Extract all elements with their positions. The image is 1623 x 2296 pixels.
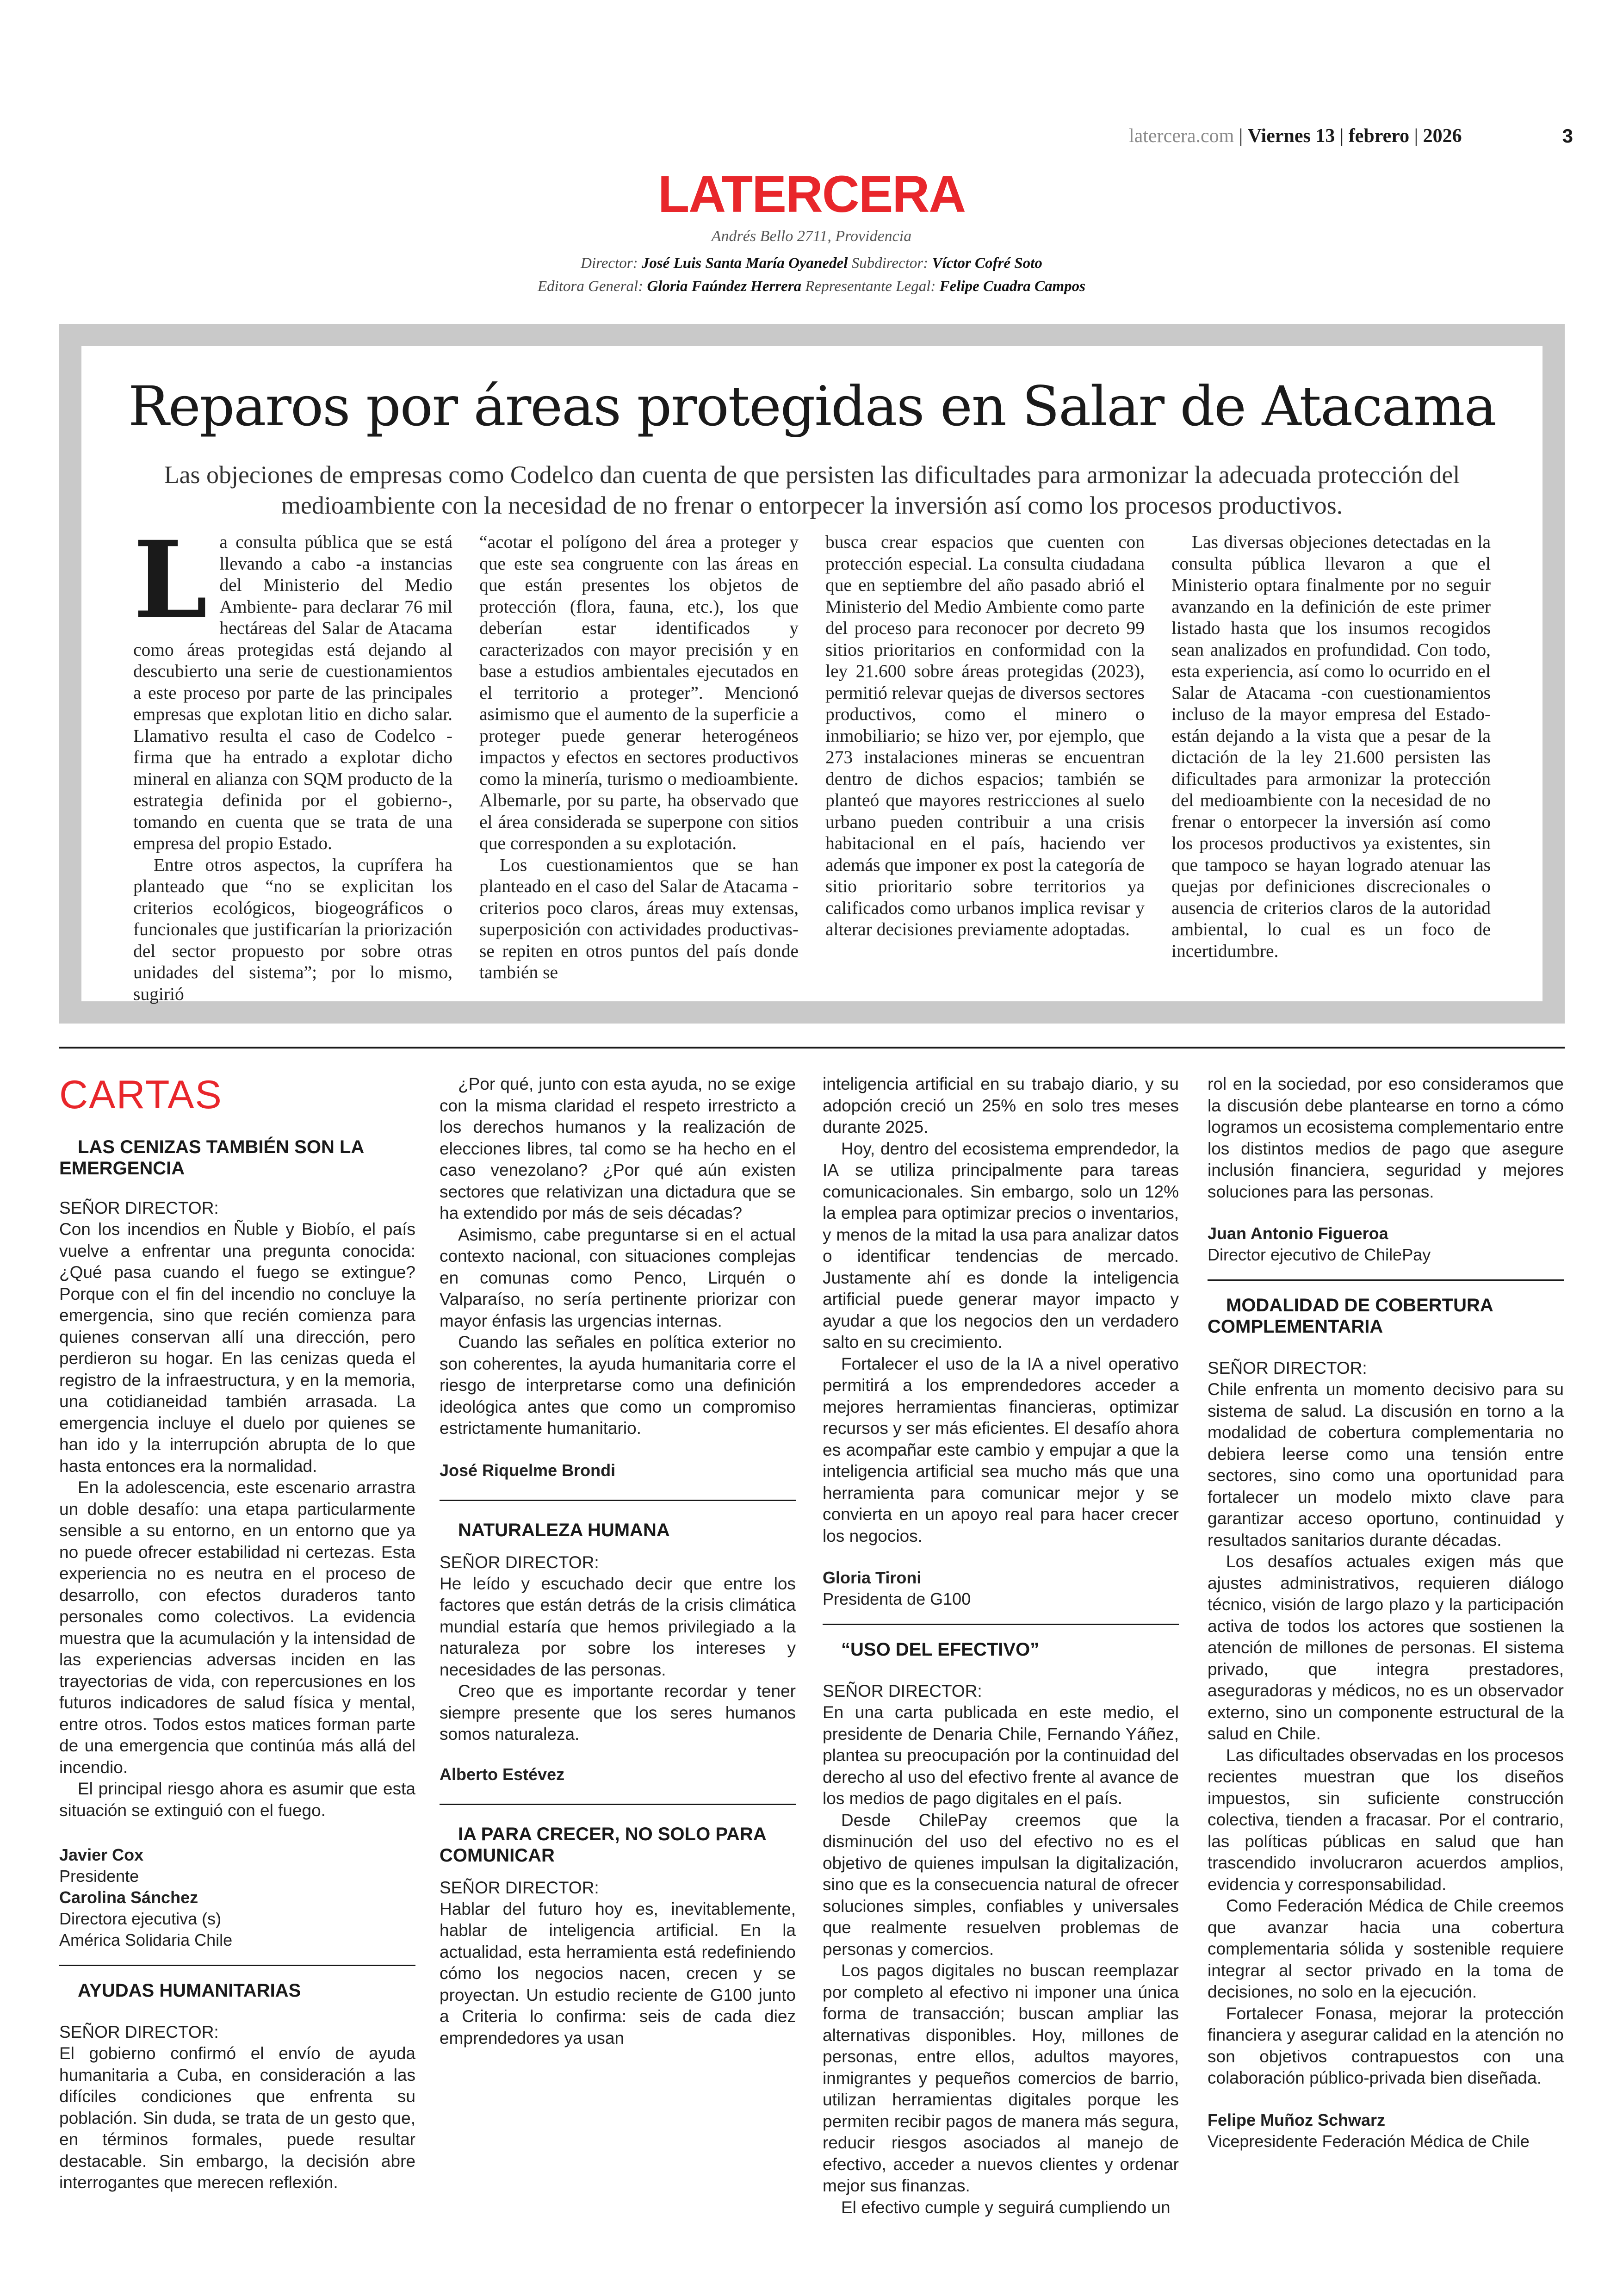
- editorial-paragraph: “acotar el polígono del área a proteger y que este sea congruente con las áreas en que están presentes los objetos de protección (flora, fauna, etc.), los que deberían estar identificados y caracterizados con mayor precisión y en base a estudios ambientales ejecutados en el territorio a proteger”. Mencionó asimismo que el aumento de la superficie a proteger puede generar heterogéneos impactos y efectos en sectores productivos como la minería, turismo o medioambiente. Albemarle, por su parte, ha observado que el área considerada se superpone con sitios que corresponden a su explotación.: [479, 532, 799, 853]
- letter-signature: Carolina Sánchez: [59, 1888, 198, 1907]
- letter-title: MODALIDAD DE COBERTURA COMPLEMENTARIA: [1208, 1295, 1493, 1337]
- staff-box: [0, 252, 1623, 298]
- letter-title: IA PARA CRECER, NO SOLO PARA COMUNICAR: [440, 1824, 766, 1866]
- letter-paragraph: Chile enfrenta un momento decisivo para su sistema de salud. La discusión en torno a la modalidad de cobertura complementaria no debiera leerse como una tensión entre sectores, sino como una oportunidad para fortalecer un modelo mixto clave para garantizar acceso oportuno, continuidad y resultados sanitarios durante décadas.: [1208, 1380, 1564, 1550]
- editorial-title: Reparos por áreas protegidas en Salar de Atacama: [128, 374, 1496, 438]
- letter-salutation: SEÑOR DIRECTOR:: [823, 1682, 982, 1700]
- editorial-box: [81, 346, 1542, 1004]
- letter-title: AYUDAS HUMANITARIAS: [78, 1980, 301, 2001]
- editorial-paragraph: Entre otros aspectos, la cuprífera ha planteado que “no se explicitan los criterios ecológicos, biogeográficos o funcionales que justificarían la priorización del sector propuesto por sobre otras unidades del sistema”; por lo mismo, sugirió: [133, 854, 452, 1004]
- letter-signature: Juan Antonio Figueroa: [1208, 1224, 1388, 1243]
- cartas-section-title: CARTAS: [59, 1073, 223, 1117]
- editorial-paragraph: busca crear espacios que cuenten con protección especial. La consulta ciudadana que en septiembre del año pasado abrió el Ministerio del Medio Ambiente como parte del proceso para reconocer por decreto 99 sitios prioritarios en conformidad con la ley 21.600 sobre áreas protegidas (2023), permitió relevar quejas de diversos sectores productivos, como el minero o inmobiliario; se hizo ver, por ejemplo, que 273 instalaciones mineras se encuentran dentro de dichos espacios; también se planteó que mayores restricciones al suelo urbano pueden contribuir a una crisis habitacional en el país, haciendo ver además que imponer ex post la categoría de sitio prioritario sobre territorios ya calificados como urbanos implica revisar y alterar decisiones previamente adoptadas.: [825, 532, 1145, 939]
- letter-salutation: SEÑOR DIRECTOR:: [440, 1552, 599, 1572]
- legal-label: Representante Legal:: [805, 278, 936, 295]
- letter-paragraph: Hoy, dentro del ecosistema emprendedor, la IA se utiliza principalmente para tareas comunicacionales. Sin embargo, solo un 12% la emplea para optimizar precios o inventarios, y menos de la mitad la usa para analizar datos o identificar tendencias de mercado. Justamente ahí es donde la inteligencia artificial puede generar mayor impacto y ayudar a que los negocios den un verdadero salto en su crecimiento.: [823, 1139, 1179, 1352]
- signature-role: Vicepresidente Federación Médica de Chile: [1208, 2131, 1530, 2151]
- signature-role: Presidente: [59, 1867, 139, 1886]
- editorial-column-2: [479, 531, 799, 1005]
- letter-paragraph: El gobierno confirmó el envío de ayuda humanitaria a Cuba, en consideración a las difíciles condiciones que enfrenta su población. Sin duda, se trata de un gesto que, en términos formales, puede resultar destacable. Sin embargo, la decisión abre interrogantes que merecen reflexión.: [59, 2044, 415, 2192]
- editora-name: Gloria Faúndez Herrera: [647, 278, 802, 295]
- letter-paragraph: Fortalecer Fonasa, mejorar la protección financiera y asegurar calidad en la atención no son objetivos contrapuestos con una colaboración público-privada bien diseñada.: [1208, 2004, 1564, 2087]
- letter-signature: Javier Cox: [59, 1845, 144, 1864]
- editorial-column-3: [825, 531, 1145, 1005]
- letter-title: LAS CENIZAS TAMBIÉN SON LA EMERGENCIA: [59, 1137, 364, 1179]
- date-day: Viernes 13: [1247, 125, 1335, 147]
- letter-paragraph: Como Federación Médica de Chile creemos que avanzar hacia una cobertura complementaria sólida y sostenible requiere integrar al sector privado en la toma de decisiones, no solo en la ejecución.: [1208, 1896, 1564, 2001]
- legal-name: Felipe Cuadra Campos: [939, 278, 1085, 295]
- editorial-paragraph: Las diversas objeciones detectadas en la consulta pública llevaron a que el Ministerio optara finalmente por no seguir avanzando en la definición de este primer listado hasta que los insumos recogidos sean analizados en profundidad. Con todo, esta experiencia, así como lo ocurrido en el Salar de Atacama -con cuestionamientos incluso de la mayor empresa del Estado- están dejando a la vista que a pesar de la dictación de la ley 21.600 persisten las dificultades para armonizar la protección del medioambiente con la necesidad de no frenar o entorpecer la inversión así como los procesos productivos ya existentes, sin que tampoco se hayan logrado atenuar las quejas por definiciones discrecionales o ausencia de criterios claros de la autoridad ambiental, lo cual es un foco de incertidumbre.: [1171, 532, 1491, 961]
- letter-title: NATURALEZA HUMANA: [458, 1520, 670, 1540]
- letter-paragraph: Cuando las señales en política exterior no son coherentes, la ayuda humanitaria corre el riesgo de interpretarse como una definición ideológica antes que como un compromiso estrictamente humanitario.: [440, 1333, 796, 1438]
- editorial-column-4: [1171, 531, 1491, 1005]
- letter-paragraph: En la adolescencia, este escenario arrastra un doble desafío: una etapa particularmente sensible a su entorno, en un entorno que ya no puede ofrecer estabilidad ni certezas. Esta experiencia no es neutra en el proceso de desarrollo, con efectos duraderos tanto personales como colectivos. La evidencia muestra que la acumulación y la intensidad de las experiencias adversas inciden en las trayectorias de vida, con repercusiones en los futuros indicadores de salud física y mental, entre otros. Todos estos matices forman parte de una emergencia que continúa más allá del incendio.: [59, 1478, 415, 1777]
- editorial-paragraph: La consulta pública que se está llevando a cabo -a instancias del Ministerio del Medio Ambiente- para declarar 76 mil hectáreas del Salar de Atacama como áreas protegidas está dejando al descubierto una serie de cuestionamientos a este proceso por parte de las principales empresas que explotan litio en dicho salar. Llamativo resulta el caso de Codelco -firma que ha entrado a explotar dicho mineral en alianza con SQM producto de la estrategia definida por el gobierno-, tomando en cuenta que se trata de una empresa del propio Estado.: [133, 518, 452, 853]
- director-name: José Luis Santa María Oyanedel: [641, 255, 848, 272]
- editorial-paragraph: Los cuestionamientos que se han planteado en el caso del Salar de Atacama -criterios poco claros, áreas muy extensas, superposición con actividades productivas- se repiten en otros puntos del país donde también se: [479, 854, 799, 982]
- site-url: latercera.com: [1129, 125, 1234, 147]
- dateline-separator: |: [1414, 125, 1423, 147]
- letter-paragraph: Creo que es importante recordar y tener siempre presente que los seres humanos somos naturaleza.: [440, 1682, 796, 1744]
- letter-paragraph: Los desafíos actuales exigen más que ajustes administrativos, requieren diálogo técnico, visión de largo plazo y la participación activa de todos los actores que sostienen la atención de millones de personas. El sistema privado, que integra prestadores, aseguradoras y médicos, no es un observador externo, sino un componente estructural de la salud en Chile.: [1208, 1552, 1564, 1743]
- letter-salutation: SEÑOR DIRECTOR:: [1208, 1359, 1367, 1378]
- date-month: febrero: [1348, 125, 1410, 147]
- newspaper-logo: LATERCERA: [657, 165, 966, 223]
- signature-role: Directora ejecutiva (s): [59, 1909, 222, 1928]
- subdirector-label: Subdirector:: [851, 255, 929, 272]
- letter-paragraph: Hablar del futuro hoy es, inevitablemente, hablar de inteligencia artificial. En la actualidad, esta herramienta está redefiniendo cómo los negocios nacen, crecen y se proyectan. Un estudio reciente de G100 junto a Criteria lo confirma: seis de cada diez emprendedores ya usan: [440, 1899, 796, 2048]
- letter-paragraph: Las dificultades observadas en los procesos recientes muestran que los diseños impuestos, sin suficiente construcción colectiva, tienden a fracasar. Por el contrario, las políticas públicas en salud que han trascendido involucraron acuerdos amplios, evidencia y corresponsabilidad.: [1208, 1745, 1564, 1894]
- address: Andrés Bello 2711, Providencia: [711, 228, 912, 245]
- editorial-frame: [59, 324, 1565, 1024]
- editorial-subtitle: Las objeciones de empresas como Codelco dan cuenta de que persisten las dificultades para armonizar la adecuada protección del medioambiente con la necesidad de no frenar o entorpecer la inversión así como los procesos productivos.: [164, 461, 1460, 519]
- dateline-separator: |: [1339, 125, 1349, 147]
- letters-column-3: [823, 1074, 1179, 2218]
- letter-title: “USO DEL EFECTIVO”: [841, 1639, 1040, 1660]
- section-divider: [59, 1047, 1565, 1049]
- letter-paragraph: Desde ChilePay creemos que la disminución del uso del efectivo no es el objetivo de quienes impulsan la digitalización, sino que es la consecuencia natural de ofrecer soluciones simples, confiables y universales que realmente resuelven problemas de personas y comercios.: [823, 1810, 1179, 1959]
- signature-role: Presidenta de G100: [823, 1589, 971, 1608]
- masthead: [0, 167, 1623, 298]
- letter-signature: Felipe Muñoz Schwarz: [1208, 2110, 1386, 2129]
- letter-paragraph: inteligencia artificial en su trabajo diario, y su adopción creció un 25% en solo tres meses durante 2025.: [823, 1074, 1179, 1136]
- letter-paragraph: ¿Por qué, junto con esta ayuda, no se exige con la misma claridad el respeto irrestricto a los derechos humanos y la realización de elecciones libres, tal como se ha hecho en el caso venezolano? ¿Por qué aún existen sectores que relativizan una dictadura que se ha extendido por más de seis décadas?: [440, 1074, 796, 1222]
- letter-salutation: SEÑOR DIRECTOR:: [440, 1878, 599, 1897]
- signature-role: Director ejecutivo de ChilePay: [1208, 1245, 1431, 1264]
- drop-cap: L: [133, 518, 208, 642]
- signature-org: América Solidaria Chile: [59, 1930, 233, 1949]
- letter-paragraph: Con los incendios en Ñuble y Biobío, el país vuelve a enfrentar una pregunta conocida: ¿Qué pasa cuando el fuego se extingue? Porque con el fin del incendio no concluye la emergencia, sino que recién comienza para quienes conservan allí una dirección, pero perdieron su hogar. En las cenizas queda el registro de la infraestructura, y en la memoria, una cotidianeidad también arrasada. La emergencia incluye el duelo por quienes se han ido y la interrupción abrupta de lo que hasta entonces era la normalidad.: [59, 1220, 415, 1476]
- letter-paragraph: He leído y escuchado decir que entre los factores que están detrás de la crisis climática mundial estaría que hemos privilegiado a la naturaleza por sobre los intereses y necesidades de las personas.: [440, 1574, 796, 1679]
- subdirector-name: Víctor Cofré Soto: [932, 255, 1042, 272]
- page-number: 3: [1562, 125, 1573, 147]
- letter-signature: José Riquelme Brondi: [440, 1460, 616, 1480]
- letter-salutation: SEÑOR DIRECTOR:: [59, 2023, 219, 2042]
- editorial-columns: [133, 518, 1491, 1005]
- letter-signature: Alberto Estévez: [440, 1764, 565, 1784]
- dateline: [1129, 125, 1573, 147]
- letter-paragraph: El principal riesgo ahora es asumir que esta situación se extinguió con el fuego.: [59, 1779, 415, 1820]
- letter-paragraph: Fortalecer el uso de la IA a nivel operativo permitirá a los emprendedores acceder a mejores herramientas financieras, optimizar recursos y ser más eficientes. El desafío ahora es acompañar este cambio y empujar a que la inteligencia artificial sea mucho más que una herramienta para comunicar mejor y se convierta en un apoyo real para hacer crecer los negocios.: [823, 1354, 1179, 1545]
- letter-paragraph: En una carta publicada en este medio, el presidente de Denaria Chile, Fernando Yáñez, plantea su preocupación por la continuidad del derecho al uso del efectivo frente al avance de los medios de pago digitales en el país.: [823, 1703, 1179, 1808]
- letter-paragraph: El efectivo cumple y seguirá cumpliendo un: [841, 2197, 1171, 2217]
- letters-column-2: [440, 1074, 796, 2049]
- date-year: 2026: [1423, 125, 1462, 147]
- letter-paragraph: Asimismo, cabe preguntarse si en el actual contexto nacional, con situaciones complejas en comunas como Penco, Lirquén o Valparaíso, no sería pertinente priorizar con mayor énfasis las urgencias internas.: [440, 1225, 796, 1330]
- editora-label: Editora General:: [537, 278, 644, 295]
- dateline-separator: |: [1239, 125, 1248, 147]
- letter-paragraph: Los pagos digitales no buscan reemplazar por completo al efectivo ni imponer una única forma de transacción; buscan ampliar las alternativas disponibles. Hoy, millones de personas, entre ellos, adultos mayores, inmigrantes y pequeños comercios de barrio, utilizan herramientas digitales porque les permiten recibir pagos de manera más segura, reducir riesgos asociados al manejo de efectivo, acceder a nuevos clientes y ordenar mejor sus finanzas.: [823, 1961, 1179, 2195]
- letter-salutation: SEÑOR DIRECTOR:: [59, 1198, 219, 1217]
- editorial-column-1: [133, 518, 452, 1005]
- letter-signature: Gloria Tironi: [823, 1568, 922, 1587]
- letter-paragraph: rol en la sociedad, por eso consideramos que la discusión debe plantearse en torno a cómo logramos un ecosistema complementario entre los distintos medios de pago que asegure inclusión financiera, seguridad y mejores soluciones para las personas.: [1208, 1074, 1564, 1201]
- letters-column-4: [1208, 1074, 1564, 2152]
- letters-column-1: [59, 1136, 415, 2194]
- director-label: Director:: [581, 255, 638, 272]
